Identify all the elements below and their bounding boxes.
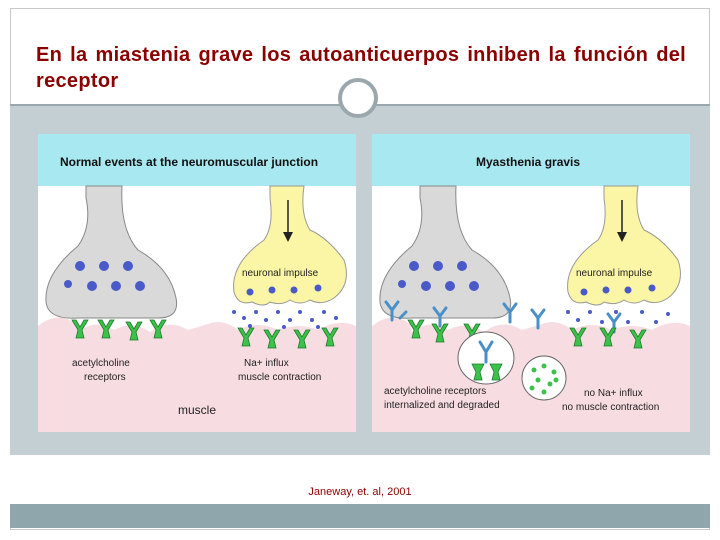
normal-junction-panel	[38, 134, 356, 432]
internalized-label-line2: internalized and degraded	[384, 400, 500, 411]
myasthenia-gravis-diagram	[372, 134, 690, 432]
influx-label-line1: Na+ influx	[244, 358, 289, 369]
slide-title: En la miastenia grave los autoanticuerpos inhiben la función del receptor	[36, 44, 686, 92]
title-circle-ornament	[338, 78, 378, 118]
firing-axon-terminal	[568, 186, 681, 305]
internalized-label-line1: acetylcholine receptors	[384, 386, 487, 397]
no-influx-label-line1: no Na+ influx	[584, 388, 643, 399]
panel-header-text: Normal events at the neuromuscular junction	[60, 155, 319, 169]
citation-caption: Janeway, et. al, 2001	[308, 486, 412, 498]
no-influx-label-line2: no muscle contraction	[562, 402, 660, 413]
impulse-label: neuronal impulse	[576, 268, 653, 279]
resting-axon-terminal	[46, 186, 177, 318]
resting-axon-terminal	[380, 186, 511, 318]
panel-header-text: Myasthenia gravis	[476, 155, 581, 169]
released-acetylcholine	[232, 310, 338, 329]
myasthenia-gravis-panel	[372, 134, 690, 432]
muscle-label: muscle	[178, 403, 217, 417]
receptor-label-line1: acetylcholine	[72, 358, 130, 369]
impulse-label: neuronal impulse	[242, 268, 319, 279]
firing-axon-terminal	[234, 186, 347, 305]
influx-label-line2: muscle contraction	[238, 372, 322, 383]
normal-junction-diagram	[38, 134, 356, 432]
footer-band	[10, 504, 710, 528]
receptor-label-line2: receptors	[84, 372, 126, 383]
